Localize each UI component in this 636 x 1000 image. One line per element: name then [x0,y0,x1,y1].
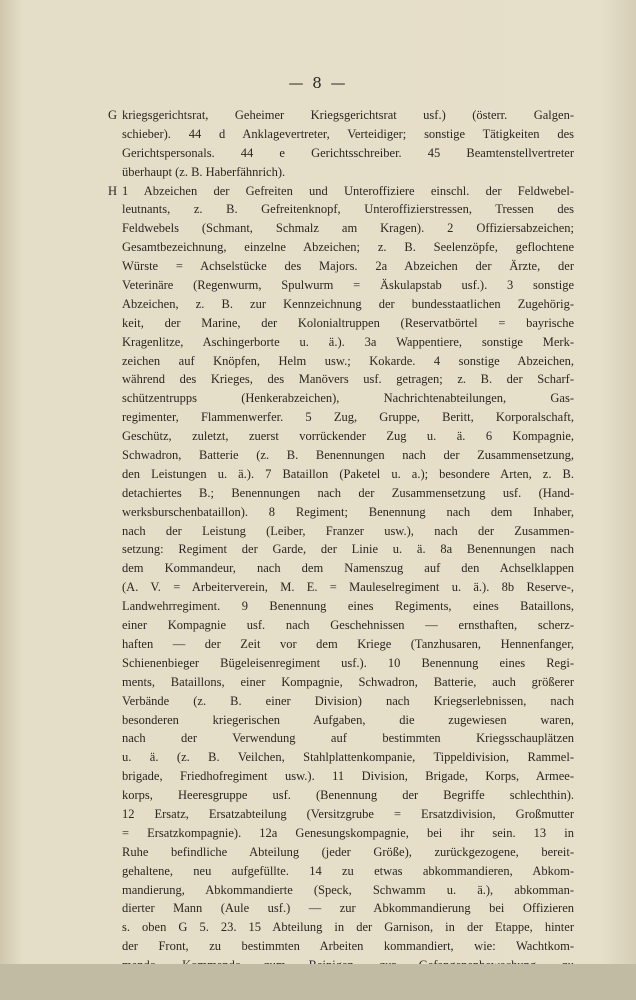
page-bottom-edge [0,964,636,1000]
section-marker: G [108,108,118,122]
text-line: dierter Mann (Aule usf.) — zur Abkommandierung bei Offizieren [122,901,574,916]
text-line: Veterinäre (Regenwurm, Spulwurm = Äskulapstab usf.). 3 sonstige [122,278,574,293]
text-line: besonderen kriegerischen Aufgaben, die zugewiesen waren, [122,712,574,727]
text-line: der Front, zu bestimmten Arbeiten kommandiert, wie: Wachtkom- [122,939,574,954]
text-line: dem Kommandeur, nach dem Namenszug auf den Achselklappen [122,561,574,576]
text-line: Ruhe befindliche Abteilung (jeder Größe), zurückgezogene, bereit- [122,844,574,859]
text-line: mandierung, Abkommandierte (Speck, Schwamm u. ä.), abkomman- [122,882,574,897]
text-line: Gesamtbezeichnung, einzelne Abzeichen; z. B. Seelenzöpfe, geflochtene [122,240,574,255]
text-line: Gerichtspersonals. 44 e Gerichtsschreiber. 45 Beamtenstellvertreter [122,145,574,160]
text-line: werksburschenbataillon). 8 Regiment; Benennung nach dem Inhaber, [122,504,574,519]
text-line: brigade, Friedhofregiment usw.). 11 Division, Brigade, Korps, Armee- [122,769,574,784]
section-g [108,106,574,182]
text-line: den Leistungen u. ä.). 7 Bataillon (Paketel u. a.); besondere Arten, z. B. [122,466,574,481]
text-line: nach der Verwendung auf bestimmten Kriegsschauplätzen [122,731,574,746]
text-line: Kragenlitze, Aschingerborte u. ä.). 3a Wappentiere, sonstige Merk- [122,334,574,349]
text-line: während des Krieges, des Manövers usf. getragen; z. B. der Scharf- [122,372,574,387]
text-line: nach der Leistung (Leiber, Franzer usw.), nach der Zusammen- [122,523,574,538]
text-line: Verbände (z. B. einer Division) nach Kriegserlebnissen, nach [122,693,574,708]
text-line: = Ersatzkompagnie). 12a Genesungskompagnie, bei ihr sein. 13 in [122,825,574,840]
text-line: schieber). 44 d Anklagevertreter, Verteidiger; sonstige Tätigkeiten des [122,126,574,141]
text-line: (A. V. = Arbeiterverein, M. E. = Mauleselregiment u. ä.). 8b Reserve-, [122,580,574,595]
text-line: zeichen auf Knöpfen, Helm usw.; Kokarde. 4 sonstige Abzeichen, [122,353,574,368]
text-line: Schienenbieger Bügeleisenregiment usf.). 10 Benennung eines Regi- [122,655,574,670]
section-h [108,182,574,994]
text-line: kriegsgerichtsrat, Geheimer Kriegsgerichtsrat usf.) (österr. Galgen- [122,108,574,122]
text-line: überhaupt (z. B. Haberfähnrich). [122,164,286,179]
text-line: Würste = Achselstücke des Majors. 2a Abzeichen der Ärzte, der [122,259,574,274]
text-line: setzung: Regiment der Garde, der Linie u. ä. 8a Benennungen nach [122,542,574,557]
text-line: Geschütz, zuletzt, zuerst vorrückender Zug u. ä. 6 Kompagnie, [122,429,574,444]
text-line: detachiertes B.; Benennungen nach der Zusammensetzung usf. (Hand- [122,485,574,500]
text-line: Feldwebels (Schmant, Schmalz am Kragen). 2 Offiziersabzeichen; [122,221,574,236]
text-line: ments, Bataillons, einer Kompagnie, Schwadron, Batterie, auch größerer [122,674,574,689]
section-marker: H [108,183,118,198]
text-line: gehaltene, neu aufgefüllte. 14 zu etwas abkommandieren, Abkom- [122,863,574,878]
text-line: schützentrupps (Henkerabzeichen), Nachrichtenabteilungen, Gas- [122,391,574,406]
text-line: 1 Abzeichen der Gefreiten und Unteroffiziere einschl. der Feldwebel- [122,183,574,198]
text-line: haften — der Zeit vor dem Kriege (Tanzhusaren, Hennenfanger, [122,636,574,651]
text-line: einer Kompagnie usf. nach Geschehnissen — ernsthaften, scherz- [122,618,574,633]
text-line: korps, Heeresgruppe usf. (Benennung der Begriffe schlechthin). [122,788,574,803]
text-line: u. ä. (z. B. Veilchen, Stahlplattenkompanie, Tippeldivision, Rammel- [122,750,574,765]
page-number: — 8 — [288,74,348,92]
text-line: 12 Ersatz, Ersatzabteilung (Versitzgrube = Ersatzdivision, Großmutter [122,806,574,821]
text-line: Landwehrregiment. 9 Benennung eines Regiments, eines Bataillons, [122,599,574,614]
text-line: s. oben G 5. 23. 15 Abteilung in der Garnison, in der Etappe, hinter [122,920,574,935]
text-line: Abzeichen, z. B. zur Kennzeichnung der bundesstaatlichen Zugehörig- [122,296,574,311]
text-line: leutnants, z. B. Gefreitenknopf, Unteroffizierstressen, Tressen des [122,202,574,217]
text-line: Schwadron, Batterie (z. B. Benennungen nach der Zusammensetzung, [122,448,574,463]
body-text [108,106,574,994]
text-line: keit, der Marine, der Kolonialtruppen (Reservatbörtel = bayrische [122,315,574,330]
text-line: regimenter, Flammenwerfer. 5 Zug, Gruppe, Beritt, Korporalschaft, [122,410,574,425]
